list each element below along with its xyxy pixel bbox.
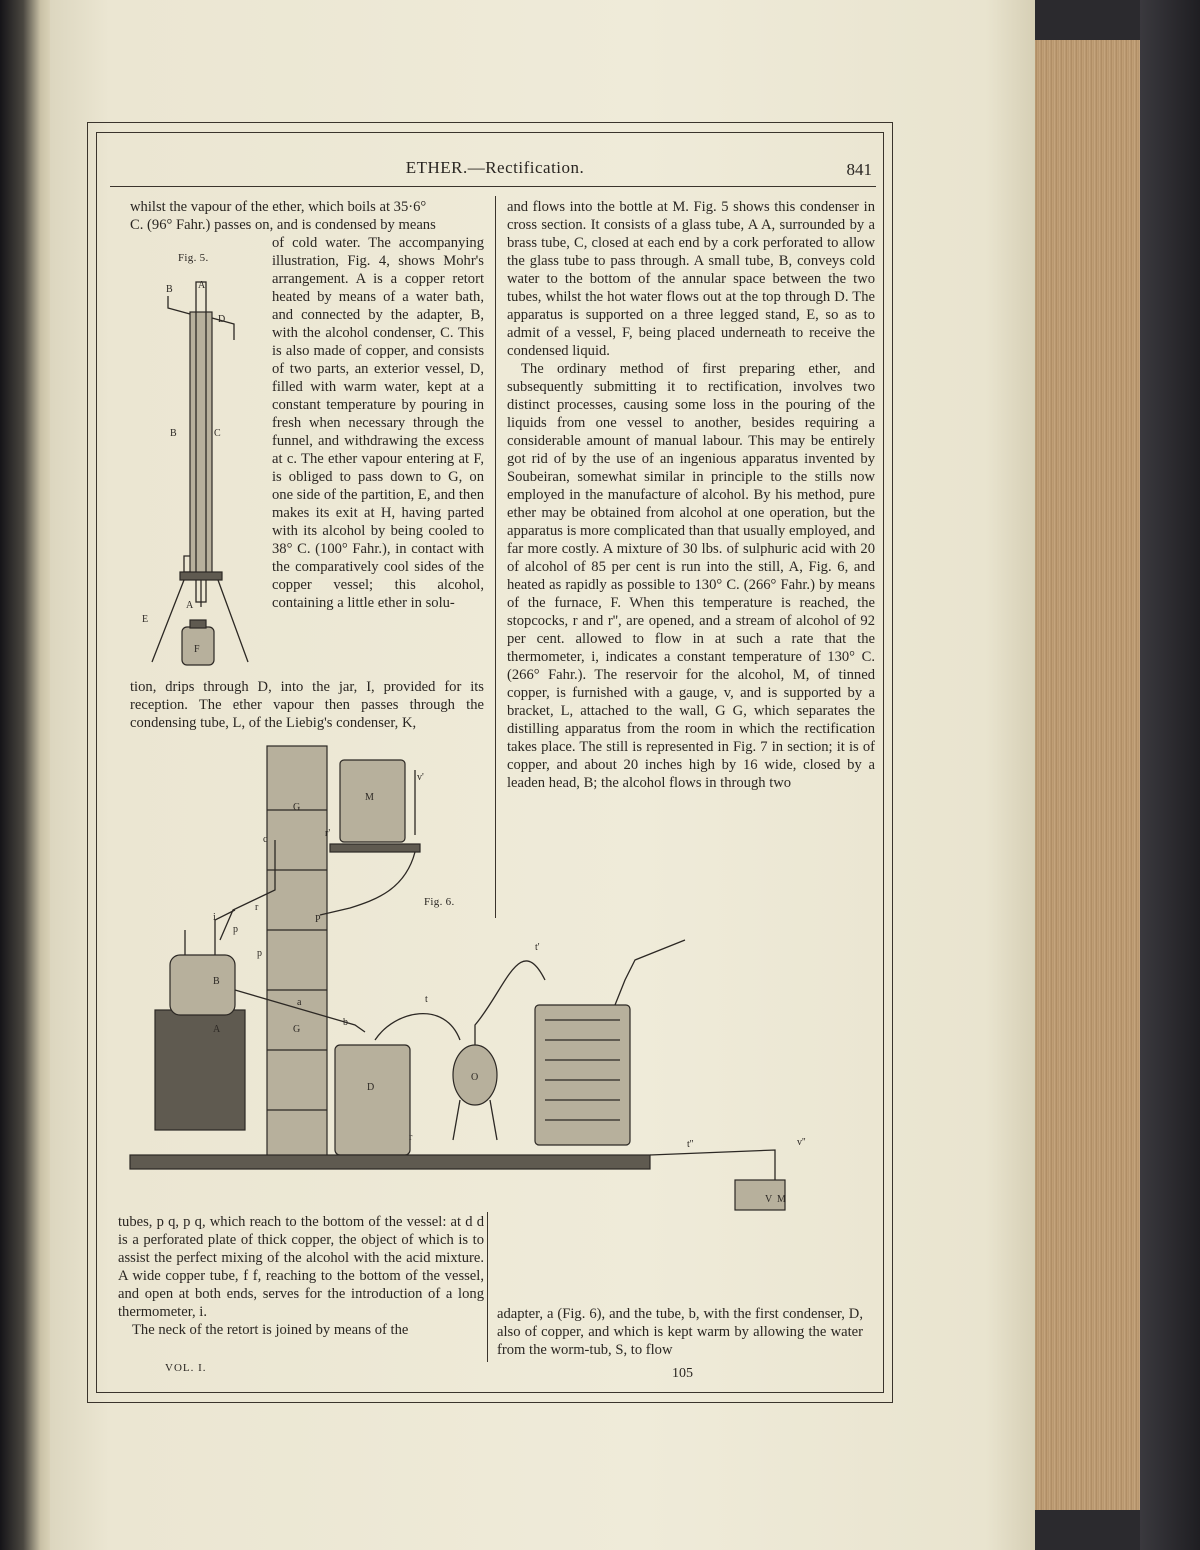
fig6-label-p-right: P [315, 914, 321, 925]
fig6-caption: Fig. 6. [424, 896, 455, 908]
fig6-label-a-still: A [213, 1024, 221, 1035]
fig5-label-e: E [142, 614, 149, 625]
fig6-tube-t [375, 1014, 460, 1040]
left-after-figure [130, 678, 484, 732]
left-wrapped-text [272, 234, 484, 612]
column-rule-bottom [487, 1212, 488, 1362]
fig6-label-a-small: a [297, 997, 302, 1008]
footer-volume: VOL. I. [165, 1362, 207, 1374]
fig5-label-c: C [214, 428, 221, 439]
fig6-apparatus-drawing [125, 740, 885, 1210]
fig6-floor [130, 1155, 650, 1169]
fig5-side-pipe [184, 556, 190, 572]
bottom-left-text [118, 1213, 484, 1339]
right-paragraph-1: and flows into the bottle at M. Fig. 5 shows this condenser in cross section. It consists of a glass tube, A A, surrounded by a brass tube, C, closed at each end by a cork perforated to allow the glass tube to pass through. A small tube, B, conveys cold water to the bottom of the annular space between the two tubes, whilst the hot water flows out at the top through D. The apparatus is supported on a three legged stand, E, so as to admit of a vessel, F, being placed underneath to receive the condensed liquid. [507, 199, 875, 359]
fig6-label-b-still: B [213, 976, 220, 987]
fig5-label-a-bottom: A [186, 600, 194, 611]
fig6-label-r-prime: r' [325, 828, 331, 839]
fig6-label-r: r [255, 902, 259, 913]
fig5-jar-neck [190, 620, 206, 628]
fig5-label-a-top: A [198, 280, 206, 291]
bottom-right-paragraph: adapter, a (Fig. 6), and the tube, b, with the first condenser, D, also of copper, and which is kept warm by allowing the water from the worm-tub, S, to flow [497, 1306, 863, 1358]
fig6-label-c: c [263, 834, 268, 845]
running-head [110, 158, 880, 182]
fig5-label-d: D [218, 314, 226, 325]
fig6-label-t: t [425, 994, 428, 1005]
fig6-label-t-double-prime: t'' [687, 1139, 694, 1150]
right-paragraph-2: The ordinary method of first preparing ether, and subsequently submitting it to rectification, involves two distinct processes, causing some loss in the pouring of the liquids from one vessel to another, besides requiring a considerable amount of manual labour. This may be entirely got rid of by the use of an ingenious apparatus invented by Soubeiran, somewhat similar in principle to the stills now employed in the manufacture of alcohol. By his method, pure ether may be obtained from alcohol at one operation, but the apparatus is more complicated than that usually employed, and far more costly. A mixture of 30 lbs. of sulphuric acid with 20 of alcohol of 85 per cent is run into the still, A, Fig. 6, and heated as rapidly as possible to 130° C. (266° Fahr.) by means of the furnace, F. When this temperature is reached, the stopcocks, r and r'', are opened, and a stream of alcohol of 92 per cent. allowed to flow in at such a rate that the thermometer, i, indicates a constant temperature of 130° C. (266° Fahr.). The reservoir for the alcohol, M, of tinned copper, is furnished with a gauge, v, and is supported by a bracket, L, attached to the wall, G G, which separates the distilling apparatus from the room in which the rectification takes place. The still is represented in Fig. 7 in section; it is of copper, and about 20 inches high by 16 wide, closed by a leaden head, B; the alcohol flows in through two [507, 361, 875, 791]
fig6-label-v-double-prime: v'' [797, 1137, 806, 1148]
left-wrapped-paragraph: of cold water. The accompanying illustration, Fig. 4, shows Mohr's arrangement. A is a copper retort heated by means of a water bath, and connected by the adapter, B, with the alcohol condenser, C. This is also made of copper, and consists of two parts, an exterior vessel, D, filled with warm water, kept at a constant temperature by pouring in fresh when necessary through the funnel, and withdrawing the excess at c. The ether vapour entering at F, is obliged to pass down to G, on one side of the partition, E, and then makes its exit at H, having parted with its alcohol by being cooled to 38° C. (100° Fahr.), in contact with the comparatively cool sides of the copper vessel; this alcohol, containing a little ether in solu- [272, 235, 484, 611]
left-after-figure-paragraph: tion, drips through D, into the jar, I, provided for its reception. The ether vapour then passes through the condensing tube, L, of the Liebig's condenser, K, [130, 679, 484, 731]
bottom-left-paragraph-1: tubes, p q, p q, which reach to the bottom of the vessel: at d d is a perforated plate of thick copper, the object of which is to assist the perfect mixing of the alcohol with the acid mixture. A wide copper tube, f f, reaching to the bottom of the vessel, and open at both ends, serves for the introduction of a long thermometer, i. [118, 1214, 484, 1320]
fig6-label-d: D [367, 1082, 375, 1093]
bottom-right-text [497, 1305, 863, 1359]
fig5-label-b-top: B [166, 284, 173, 295]
fig6-label-g-bottom: G [293, 1024, 301, 1035]
page-number: 841 [846, 160, 872, 179]
header-rule [110, 186, 876, 187]
fig6-label-m-bottom: M [777, 1194, 786, 1205]
left-intro-line-1: whilst the vapour of the ether, which boils at 35·6° [130, 199, 427, 215]
fig6-label-m: M [365, 792, 374, 803]
fig5-condenser-drawing [138, 272, 268, 672]
fig6-funnel [615, 940, 685, 1005]
fig6-label-p-top: p [233, 924, 238, 935]
fig6-tube-t-double-prime [650, 1150, 775, 1180]
left-intro [130, 198, 484, 234]
fig6-label-v: V [765, 1194, 773, 1205]
fig6-bracket [330, 844, 420, 852]
page-edges [1018, 40, 1153, 1510]
fig6-label-g-top: G [293, 802, 301, 813]
fig6-label-b-small: b [343, 1017, 348, 1028]
fig5-caption: Fig. 5. [178, 252, 209, 264]
fig6-flask-stand [453, 1100, 497, 1140]
fig6-worm-tub [535, 1005, 630, 1145]
fig6-label-p-lower: p [257, 948, 262, 959]
fig6-label-i: i [213, 912, 216, 923]
fig6-condenser [335, 1045, 410, 1155]
fig5-stand-top [180, 572, 222, 580]
fig5-inlet-tube [168, 296, 190, 314]
fig5-outer-tube [190, 312, 212, 574]
bottom-left-paragraph-2: The neck of the retort is joined by means of the [132, 1322, 409, 1338]
fig6-label-r-lower: r [409, 1132, 413, 1143]
fig6-label-o: O [471, 1072, 479, 1083]
right-column [507, 198, 875, 792]
fig5-label-f: F [194, 644, 200, 655]
fig6-still-pipes [185, 910, 235, 955]
book-cover-right [1140, 0, 1200, 1550]
left-intro-line-2: C. (96° Fahr.) passes on, and is condensed by means [130, 217, 436, 233]
fig6-label-v-prime: v' [417, 772, 424, 783]
fig6-bracket-pipe [320, 852, 415, 915]
fig5-label-b: B [170, 428, 177, 439]
running-head-title: ETHER.—Rectification. [405, 158, 585, 177]
fig6-label-t-prime: t' [535, 942, 540, 953]
footer-signature: 105 [672, 1366, 693, 1381]
fig6-furnace [155, 1010, 245, 1130]
fig6-still [170, 955, 235, 1015]
